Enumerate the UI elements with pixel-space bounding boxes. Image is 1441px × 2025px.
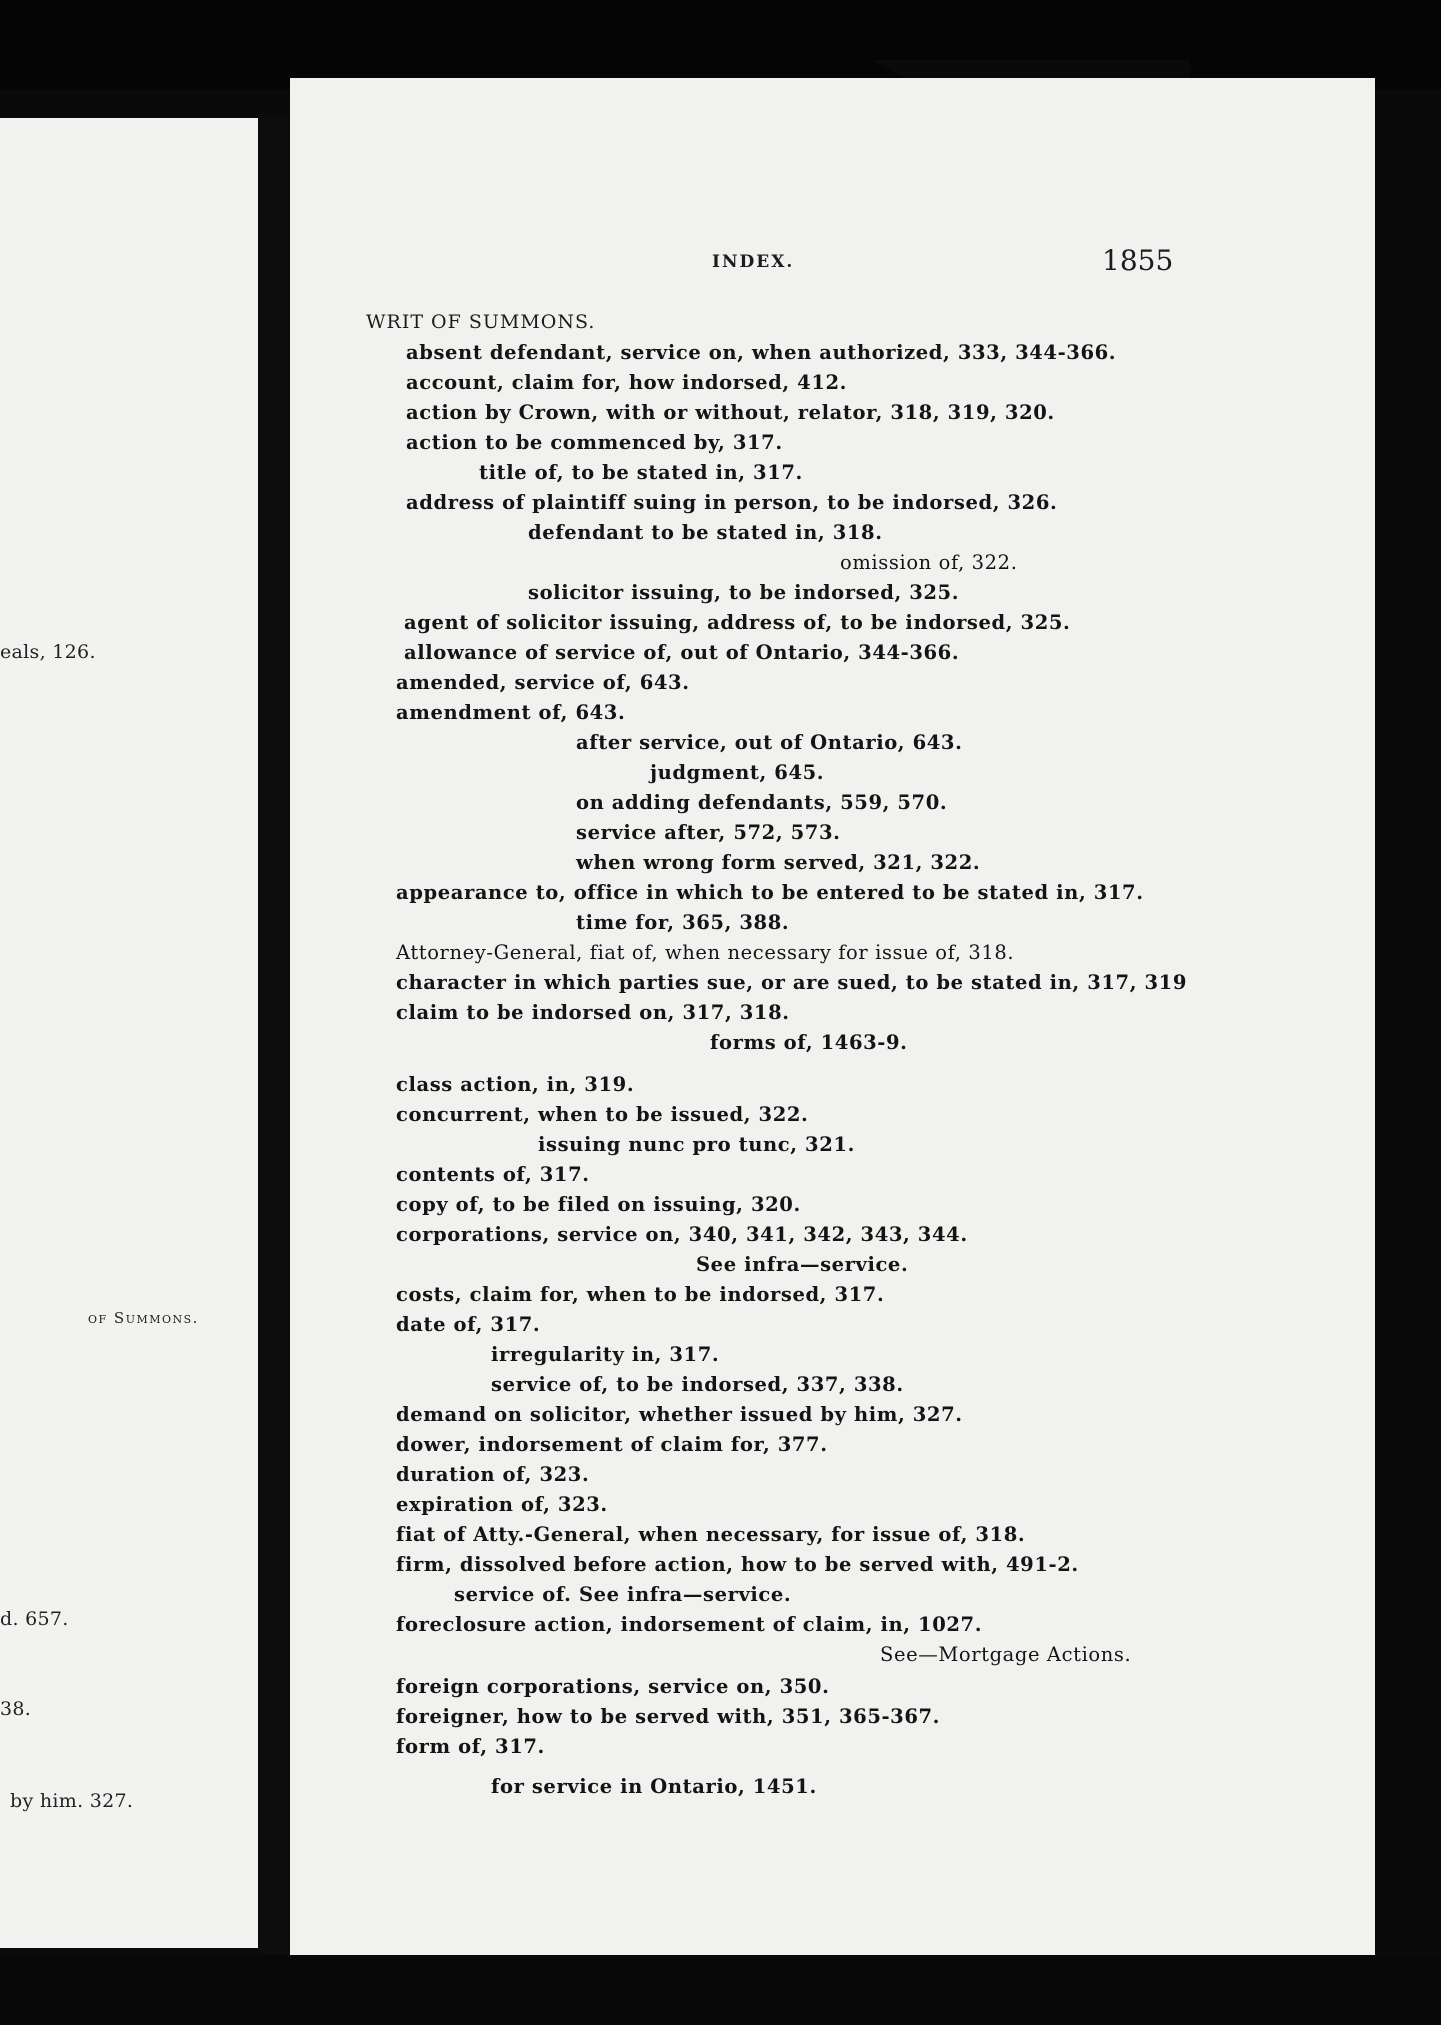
index-entry: omission of, 322. — [840, 551, 1018, 574]
index-entry: duration of, 323. — [396, 1463, 590, 1486]
index-entry: amendment of, 643. — [396, 701, 626, 724]
index-entry: demand on solicitor, whether issued by him, 327. — [396, 1403, 963, 1426]
page-number: 1855 — [1102, 244, 1174, 277]
index-entry: foreclosure action, indorsement of claim, in, 1027. — [396, 1613, 983, 1636]
index-entry: for service in Ontario, 1451. — [491, 1775, 817, 1798]
scan-border-bottom — [0, 1955, 1441, 2025]
book-spine — [258, 118, 290, 1958]
index-entry: service of, to be indorsed, 337, 338. — [491, 1373, 904, 1396]
index-entry: See infra—service. — [696, 1253, 909, 1276]
index-entry: defendant to be stated in, 318. — [528, 521, 883, 544]
index-entry: foreign corporations, service on, 350. — [396, 1675, 830, 1698]
index-entry: after service, out of Ontario, 643. — [576, 731, 963, 754]
index-heading: WRIT OF SUMMONS. — [366, 311, 596, 333]
index-entry: service of. See infra—service. — [454, 1583, 792, 1606]
index-entry: costs, claim for, when to be indorsed, 317. — [396, 1283, 885, 1306]
index-entry: address of plaintiff suing in person, to be indorsed, 326. — [406, 491, 1058, 514]
index-entry: claim to be indorsed on, 317, 318. — [396, 1001, 790, 1024]
index-entry: date of, 317. — [396, 1313, 541, 1336]
index-entry: corporations, service on, 340, 341, 342, 343, 344. — [396, 1223, 968, 1246]
index-entry: fiat of Atty.-General, when necessary, for issue of, 318. — [396, 1523, 1026, 1546]
index-entry: class action, in, 319. — [396, 1073, 635, 1096]
index-entry: action by Crown, with or without, relator, 318, 319, 320. — [406, 401, 1055, 424]
index-entry: character in which parties sue, or are sued, to be stated in, 317, 319 — [396, 971, 1187, 994]
index-entry: expiration of, 323. — [396, 1493, 608, 1516]
index-entry: forms of, 1463-9. — [710, 1031, 908, 1054]
index-entry: appearance to, office in which to be entered to be stated in, 317. — [396, 881, 1144, 904]
index-entry: solicitor issuing, to be indorsed, 325. — [528, 581, 960, 604]
index-entry: when wrong form served, 321, 322. — [576, 851, 981, 874]
scan-border-top — [0, 0, 1441, 90]
left-page-fragment: eals, 126. — [0, 641, 96, 663]
index-entry: title of, to be stated in, 317. — [479, 461, 803, 484]
index-entry: allowance of service of, out of Ontario, 344-366. — [404, 641, 960, 664]
index-entry: Attorney-General, fiat of, when necessary for issue of, 318. — [396, 941, 1015, 964]
left-page-fragment: of Summons. — [88, 1309, 199, 1327]
left-page-fragment: d. 657. — [0, 1608, 69, 1630]
index-entry: judgment, 645. — [650, 761, 825, 784]
index-entry: foreigner, how to be served with, 351, 365-367. — [396, 1705, 941, 1728]
index-entry: firm, dissolved before action, how to be served with, 491-2. — [396, 1553, 1079, 1576]
index-entry: contents of, 317. — [396, 1163, 590, 1186]
index-entry: on adding defendants, 559, 570. — [576, 791, 948, 814]
index-entry: issuing nunc pro tunc, 321. — [538, 1133, 855, 1156]
index-entry: concurrent, when to be issued, 322. — [396, 1103, 809, 1126]
left-page-fragment: by him. 327. — [10, 1790, 134, 1812]
index-entry: service after, 572, 573. — [576, 821, 841, 844]
index-entry: dower, indorsement of claim for, 377. — [396, 1433, 828, 1456]
index-entry: form of, 317. — [396, 1735, 545, 1758]
running-header: INDEX. — [712, 252, 795, 272]
index-entry: amended, service of, 643. — [396, 671, 690, 694]
index-entry: irregularity in, 317. — [491, 1343, 720, 1366]
left-page-fragment: 38. — [0, 1698, 32, 1720]
index-entry: time for, 365, 388. — [576, 911, 790, 934]
index-entry: See—Mortgage Actions. — [880, 1643, 1132, 1666]
index-entry: absent defendant, service on, when authorized, 333, 344-366. — [406, 341, 1117, 364]
index-entry: action to be commenced by, 317. — [406, 431, 783, 454]
index-entry: agent of solicitor issuing, address of, to be indorsed, 325. — [404, 611, 1071, 634]
index-entry: copy of, to be filed on issuing, 320. — [396, 1193, 801, 1216]
left-page — [0, 118, 258, 1948]
index-entry: account, claim for, how indorsed, 412. — [406, 371, 848, 394]
